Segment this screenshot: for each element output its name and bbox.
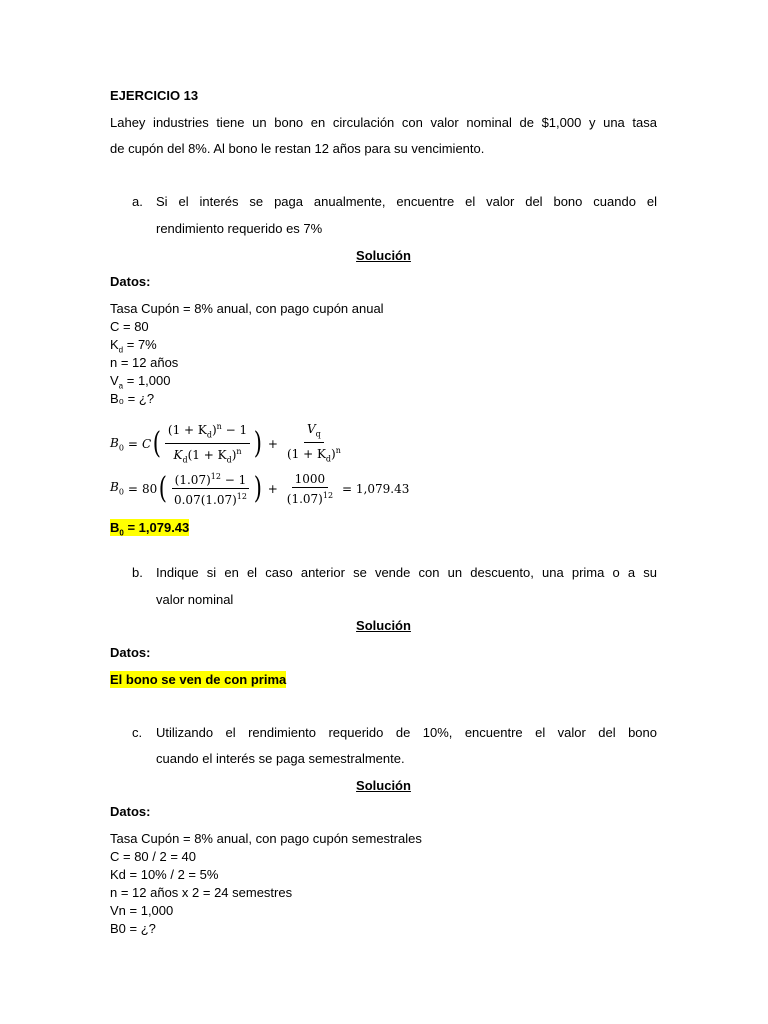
part-a-line-2: rendimiento requerido es 7% [156, 221, 323, 236]
part-c-line-1: Utilizando el rendimiento requerido de 10%, encuentre el valor del bono [156, 725, 657, 740]
part-c-dato-n: n = 12 años x 2 = 24 semestres [110, 885, 293, 900]
bond-value-calculation: $B_0$ = 80 ( $\frac{(1.07)^{12} - 1}{0.07(1.07)^{12}}$ ) + $\frac{1000}{(1.07)^{12}}$ = 1,079.43 [110, 470, 410, 507]
part-c-dato-kd: Kd = 10% / 2 = 5% [110, 867, 219, 882]
part-b-line-1: Indique si en el caso anterior se vende con un descuento, una prima o a su [156, 565, 657, 580]
part-c-dato-b0: B0 = ¿? [110, 921, 156, 936]
intro-line-2: de cupón del 8%. Al bono le restan 12 años para su vencimiento. [110, 141, 485, 156]
part-a-dato-n: n = 12 años [110, 355, 179, 370]
part-c-dato-tasa: Tasa Cupón = 8% anual, con pago cupón semestrales [110, 831, 422, 846]
part-a-datos-title: Datos: [110, 274, 151, 289]
part-a-dato-tasa: Tasa Cupón = 8% anual, con pago cupón anual [110, 301, 384, 316]
part-a-dato-c: C = 80 [110, 319, 149, 334]
part-a-label: a. [132, 194, 143, 209]
part-b-label: b. [132, 565, 143, 580]
part-b-solution-title: Solución [356, 618, 411, 633]
part-c-datos-title: Datos: [110, 804, 151, 819]
part-a-solution-title: Solución [356, 248, 411, 263]
part-b-answer: El bono se ven de con prima [110, 672, 287, 687]
bond-value-formula: $B_0$ = C ( $\frac{(1 + K_d)^n - 1}{K_d(1 + K_d)^n}$ ) + $\frac{V_q}{(1 + K_d)^n}$ [110, 421, 341, 465]
part-b-datos-title: Datos: [110, 645, 151, 660]
part-c-line-2: cuando el interés se paga semestralmente. [156, 751, 405, 766]
intro-line-1: Lahey industries tiene un bono en circulación con valor nominal de $1,000 y una tasa [110, 115, 657, 130]
part-a-dato-kd: $K_d = 7\%$ [110, 337, 157, 355]
part-c-dato-c: C = 80 / 2 = 40 [110, 849, 197, 864]
part-a-dato-va: $V_a = 1,000$ [110, 373, 171, 391]
part-b-line-2: valor nominal [156, 592, 234, 607]
part-a-line-1: Si el interés se paga anualmente, encuentre el valor del bono cuando el [156, 194, 657, 209]
part-c-solution-title: Solución [356, 778, 411, 793]
part-a-answer: $B_0 = 1,079.43$ [110, 520, 190, 538]
part-c-label: c. [132, 725, 143, 740]
part-c-dato-vn: Vn = 1,000 [110, 903, 174, 918]
exercise-heading: EJERCICIO 13 [110, 88, 199, 103]
part-a-dato-b0: B₀ = ¿? [110, 391, 155, 406]
